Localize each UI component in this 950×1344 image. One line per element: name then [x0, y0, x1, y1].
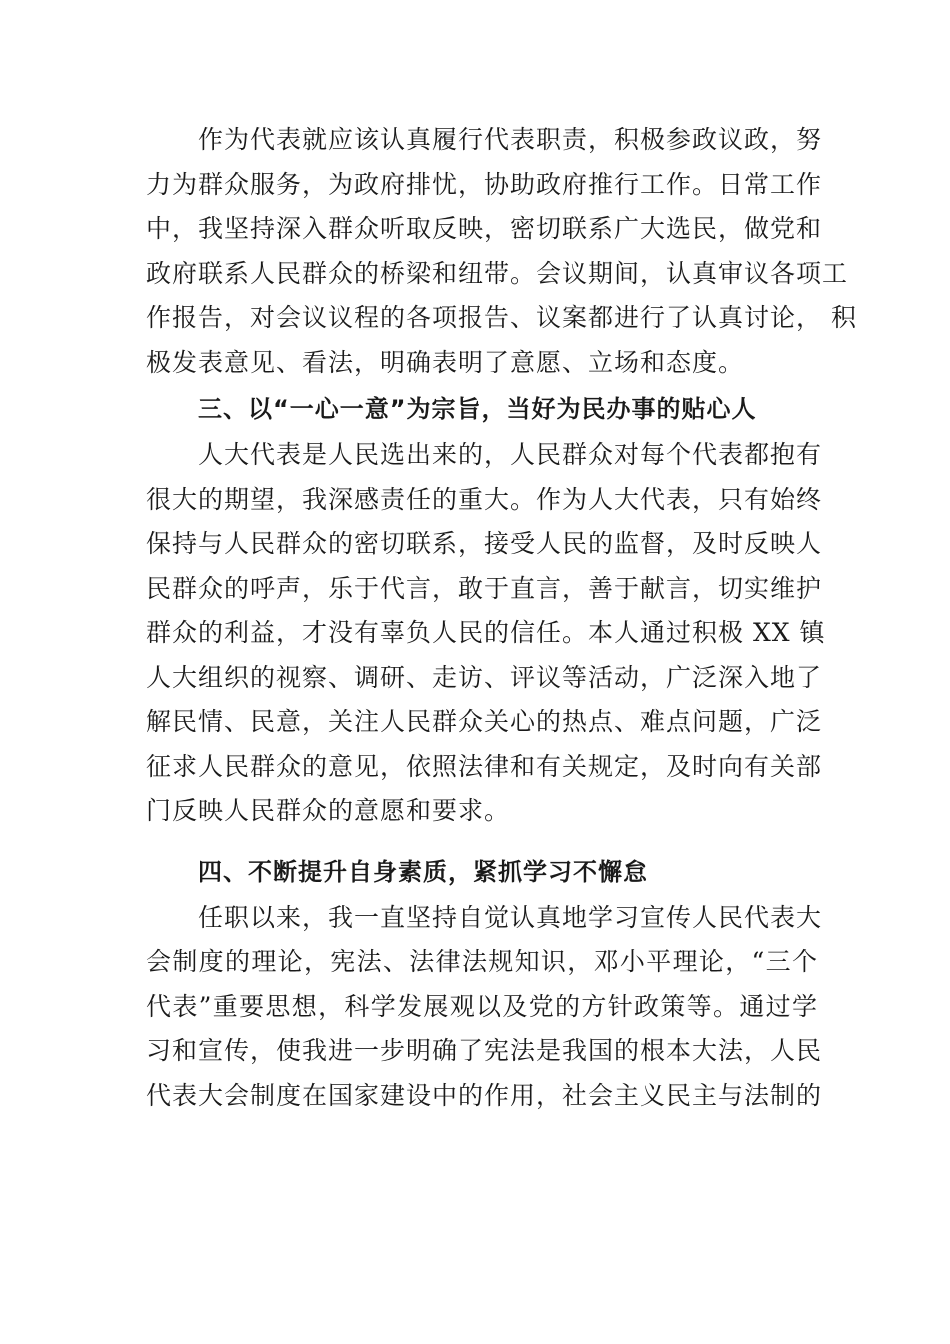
section-heading-3: 三、以“一心一意”为宗旨，当好为民办事的贴心人 [198, 395, 757, 423]
paragraph-public-service [146, 433, 826, 834]
section-heading-4: 四、不断提升自身素质，紧抓学习不懈怠 [198, 857, 648, 886]
paragraph-representative-duties [146, 118, 857, 385]
paragraph-line: 极发表意见、看法，明确表明了意愿、立场和态度。 [146, 347, 745, 377]
paragraph-line: 习和宣传，使我进一步明确了宪法是我国的根本大法，人民 [146, 1036, 823, 1065]
paragraph-line: 很大的期望，我深感责任的重大。作为人大代表，只有始终 [146, 484, 823, 514]
paragraph-line: 群众的利益，才没有辜负人民的信任。本人通过积极 XX 镇 [146, 618, 826, 647]
paragraph-study [146, 896, 823, 1119]
paragraph-line: 代表”重要思想，科学发展观以及党的方针政策等。通过学 [146, 991, 818, 1021]
paragraph-line: 门反映人民群众的意愿和要求。 [146, 796, 511, 825]
paragraph-line: 解民情、民意，关注人民群众关心的热点、难点问题，广泛 [146, 707, 823, 736]
paragraph-line: 中，我坚持深入群众听取反映，密切联系广大选民，做党和 [146, 214, 823, 243]
paragraph-line: 作报告，对会议议程的各项报告、议案都进行了认真讨论， 积 [146, 303, 857, 332]
paragraph-line: 代表大会制度在国家建设中的作用，社会主义民主与法制的 [146, 1080, 823, 1110]
paragraph-line: 任职以来，我一直坚持自觉认真地学习宣传人民代表大 [198, 902, 823, 932]
paragraph-line: 作为代表就应该认真履行代表职责，积极参政议政，努 [198, 125, 823, 154]
paragraph-line: 民群众的呼声，乐于代言，敢于直言，善于献言，切实维护 [146, 573, 823, 603]
paragraph-line: 人大代表是人民选出来的，人民群众对每个代表都抱有 [198, 440, 823, 469]
paragraph-spacer [146, 834, 818, 848]
paragraph-line: 人大组织的视察、调研、走访、评议等活动，广泛深入地了 [146, 662, 823, 692]
paragraph-line: 保持与人民群众的密切联系，接受人民的监督，及时反映人 [146, 529, 823, 558]
paragraph-line: 会制度的理论，宪法、法律法规知识，邓小平理论，“三个 [146, 947, 818, 976]
paragraph-line: 政府联系人民群众的桥梁和纽带。会议期间，认真审议各项工 [146, 258, 849, 288]
document-body [146, 118, 857, 1118]
paragraph-line: 征求人民群众的意见，依照法律和有关规定，及时向有关部 [146, 751, 823, 781]
paragraph-line: 力为群众服务，为政府排忧，协助政府推行工作。日常工作 [146, 169, 823, 199]
